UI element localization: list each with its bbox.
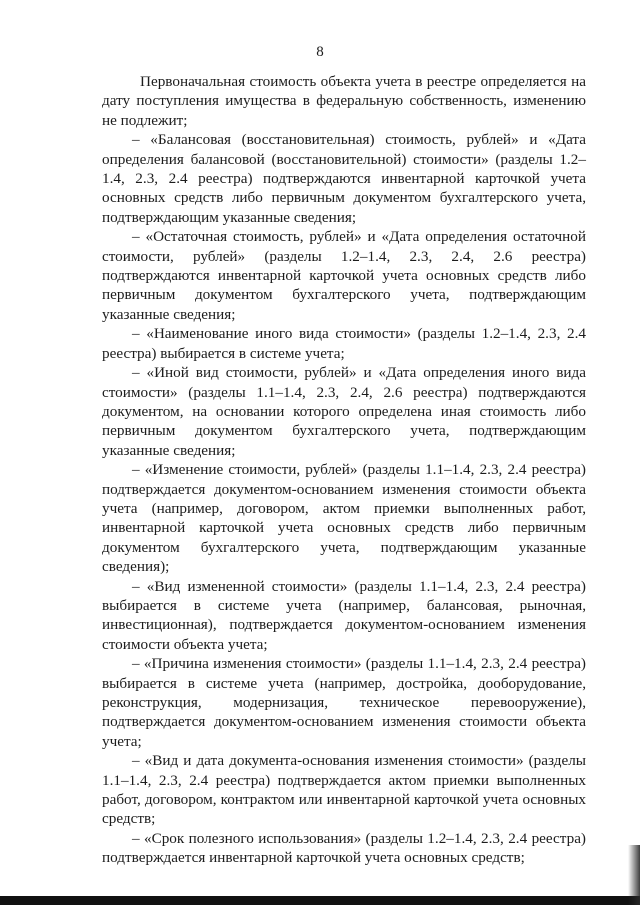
paragraph-initial-cost: Первоначальная стоимость объекта учета в реестре определяется на дату поступления имущества в федеральную собственность, изменению не подлежит;	[102, 73, 586, 129]
paragraph-other-cost-name: – «Наименование иного вида стоимости» (разделы 1.2–1.4, 2.3, 2.4 реестра) выбирается в системе учета;	[102, 325, 586, 362]
paragraph-balance-cost: – «Балансовая (восстановительная) стоимость, рублей» и «Дата определения балансовой (восстановительной) стоимости» (разделы 1.2–1.4, 2.3, 2.4 реестра) подтверждаются инвентарной карточкой учета основных средств либо первичным документом бухгалтерского учета, подтверждающим указанные сведения;	[102, 131, 586, 226]
scan-corner-shadow	[628, 845, 640, 905]
paragraph-changed-cost-type: – «Вид измененной стоимости» (разделы 1.1–1.4, 2.3, 2.4 реестра) выбирается в системе учета (например, балансовая, рыночная, инвестиционная), подтверждается документом-основанием изменения стоимости объекта учета;	[102, 577, 586, 653]
scan-bottom-border	[0, 896, 640, 905]
page-number: 8	[316, 44, 324, 60]
paragraph-change-document: – «Вид и дата документа-основания изменения стоимости» (разделы 1.1–1.4, 2.3, 2.4 реестра) подтверждается актом приемки выполненных работ, договором, контрактом или инвентарной карточкой учета основных средств;	[102, 752, 586, 828]
document-body	[102, 72, 586, 868]
paragraph-residual-cost: – «Остаточная стоимость, рублей» и «Дата определения остаточной стоимости, рублей» (разделы 1.2–1.4, 2.3, 2.4, 2.6 реестра) подтверждаются инвентарной карточкой учета основных средств либо первичным документом бухгалтерского учета, подтверждающим указанные сведения;	[102, 228, 586, 323]
paragraph-other-cost-value: – «Иной вид стоимости, рублей» и «Дата определения иного вида стоимости» (разделы 1.1–1.4, 2.3, 2.4, 2.6 реестра) подтверждаются документом, на основании которого определена иная стоимость либо первичным документом бухгалтерского учета, подтверждающим указанные сведения;	[102, 364, 586, 459]
paragraph-change-reason: – «Причина изменения стоимости» (разделы 1.1–1.4, 2.3, 2.4 реестра) выбирается в системе учета (например, достройка, дооборудование, реконструкция, модернизация, техническое перевооружение), подтверждается документом-основанием изменения стоимости объекта учета;	[102, 655, 586, 750]
paragraph-useful-life: – «Срок полезного использования» (разделы 1.2–1.4, 2.3, 2.4 реестра) подтверждается инвентарной карточкой учета основных средств;	[102, 829, 586, 867]
paragraph-cost-change: – «Изменение стоимости, рублей» (разделы 1.1–1.4, 2.3, 2.4 реестра) подтверждается документом-основанием изменения стоимости объекта учета (например, договором, актом приемки выполненных работ, инвентарной карточкой учета основных средств либо первичным документом бухгалтерского учета, подтверждающим указанные сведения);	[102, 461, 586, 576]
